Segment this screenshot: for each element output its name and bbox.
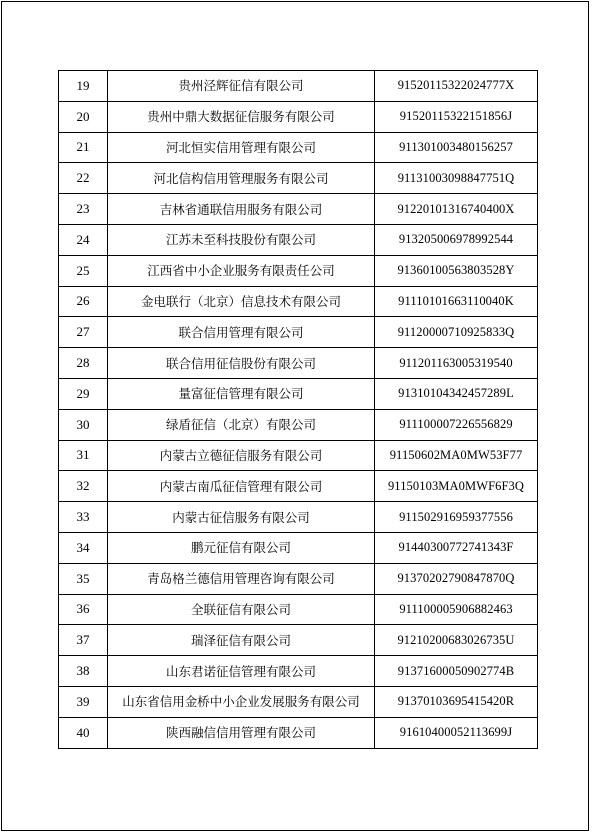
company-name-cell: 绿盾征信（北京）有限公司 bbox=[108, 409, 375, 440]
credit-code-cell: 91131003098847751Q bbox=[375, 163, 538, 194]
row-number-cell: 28 bbox=[59, 348, 108, 379]
company-name-cell: 瑞泽征信有限公司 bbox=[108, 625, 375, 656]
company-name-cell: 金电联行（北京）信息技术有限公司 bbox=[108, 286, 375, 317]
credit-code-cell: 91440300772741343F bbox=[375, 532, 538, 563]
table-row bbox=[59, 471, 538, 502]
row-number-cell: 25 bbox=[59, 255, 108, 286]
row-number-cell: 21 bbox=[59, 132, 108, 163]
table-row bbox=[59, 286, 538, 317]
company-name-cell: 联合信用征信股份有限公司 bbox=[108, 348, 375, 379]
company-name-cell: 联合信用管理有限公司 bbox=[108, 317, 375, 348]
row-number-cell: 24 bbox=[59, 224, 108, 255]
credit-agency-table bbox=[58, 70, 538, 749]
company-name-cell: 青岛格兰德信用管理咨询有限公司 bbox=[108, 563, 375, 594]
credit-code-cell: 91370202790847870Q bbox=[375, 563, 538, 594]
row-number-cell: 22 bbox=[59, 163, 108, 194]
table-row bbox=[59, 594, 538, 625]
row-number-cell: 31 bbox=[59, 440, 108, 471]
table-row bbox=[59, 163, 538, 194]
credit-code-cell: 911100007226556829 bbox=[375, 409, 538, 440]
row-number-cell: 26 bbox=[59, 286, 108, 317]
row-number-cell: 30 bbox=[59, 409, 108, 440]
company-name-cell: 山东省信用金桥中小企业发展服务有限公司 bbox=[108, 686, 375, 717]
credit-code-cell: 91520115322151856J bbox=[375, 101, 538, 132]
table-row bbox=[59, 348, 538, 379]
company-name-cell: 内蒙古南瓜征信管理有限公司 bbox=[108, 471, 375, 502]
row-number-cell: 29 bbox=[59, 378, 108, 409]
row-number-cell: 37 bbox=[59, 625, 108, 656]
table-row bbox=[59, 656, 538, 687]
table-row bbox=[59, 686, 538, 717]
credit-code-cell: 911502916959377556 bbox=[375, 502, 538, 533]
company-name-cell: 鹏元征信有限公司 bbox=[108, 532, 375, 563]
table-row bbox=[59, 101, 538, 132]
company-name-cell: 内蒙古征信服务有限公司 bbox=[108, 502, 375, 533]
credit-code-cell: 91150602MA0MW53F77 bbox=[375, 440, 538, 471]
row-number-cell: 27 bbox=[59, 317, 108, 348]
company-name-cell: 贵州中鼎大数据征信服务有限公司 bbox=[108, 101, 375, 132]
credit-code-cell: 911100005906882463 bbox=[375, 594, 538, 625]
table-row bbox=[59, 717, 538, 748]
credit-code-cell: 91370103695415420R bbox=[375, 686, 538, 717]
credit-code-cell: 91360100563803528Y bbox=[375, 255, 538, 286]
table-row bbox=[59, 224, 538, 255]
credit-code-cell: 91110101663110040K bbox=[375, 286, 538, 317]
company-name-cell: 吉林省通联信用服务有限公司 bbox=[108, 194, 375, 225]
table-row bbox=[59, 378, 538, 409]
credit-code-cell: 911201163005319540 bbox=[375, 348, 538, 379]
row-number-cell: 34 bbox=[59, 532, 108, 563]
row-number-cell: 36 bbox=[59, 594, 108, 625]
table-row bbox=[59, 502, 538, 533]
table-row bbox=[59, 409, 538, 440]
credit-code-cell: 91371600050902774B bbox=[375, 656, 538, 687]
table-row bbox=[59, 255, 538, 286]
table-row bbox=[59, 71, 538, 102]
company-name-cell: 山东君诺征信管理有限公司 bbox=[108, 656, 375, 687]
table-row bbox=[59, 132, 538, 163]
row-number-cell: 38 bbox=[59, 656, 108, 687]
credit-code-cell: 911301003480156257 bbox=[375, 132, 538, 163]
row-number-cell: 35 bbox=[59, 563, 108, 594]
credit-code-cell: 91610400052113699J bbox=[375, 717, 538, 748]
table-row bbox=[59, 317, 538, 348]
company-name-cell: 量富征信管理有限公司 bbox=[108, 378, 375, 409]
table-row bbox=[59, 563, 538, 594]
company-name-cell: 贵州泾辉征信有限公司 bbox=[108, 71, 375, 102]
table-body bbox=[59, 71, 538, 749]
row-number-cell: 33 bbox=[59, 502, 108, 533]
row-number-cell: 23 bbox=[59, 194, 108, 225]
credit-code-cell: 91310104342457289L bbox=[375, 378, 538, 409]
company-name-cell: 内蒙古立德征信服务有限公司 bbox=[108, 440, 375, 471]
table-row bbox=[59, 194, 538, 225]
row-number-cell: 20 bbox=[59, 101, 108, 132]
credit-code-cell: 91520115322024777X bbox=[375, 71, 538, 102]
company-name-cell: 河北恒实信用管理有限公司 bbox=[108, 132, 375, 163]
credit-code-cell: 91220101316740400X bbox=[375, 194, 538, 225]
credit-code-cell: 91210200683026735U bbox=[375, 625, 538, 656]
row-number-cell: 39 bbox=[59, 686, 108, 717]
row-number-cell: 40 bbox=[59, 717, 108, 748]
credit-code-cell: 91150103MA0MWF6F3Q bbox=[375, 471, 538, 502]
table-row bbox=[59, 625, 538, 656]
company-name-cell: 江苏未至科技股份有限公司 bbox=[108, 224, 375, 255]
table-row bbox=[59, 532, 538, 563]
row-number-cell: 19 bbox=[59, 71, 108, 102]
credit-code-cell: 91120000710925833Q bbox=[375, 317, 538, 348]
company-name-cell: 全联征信有限公司 bbox=[108, 594, 375, 625]
credit-code-cell: 913205006978992544 bbox=[375, 224, 538, 255]
table-row bbox=[59, 440, 538, 471]
row-number-cell: 32 bbox=[59, 471, 108, 502]
company-name-cell: 陕西融信信用管理有限公司 bbox=[108, 717, 375, 748]
company-name-cell: 江西省中小企业服务有限责任公司 bbox=[108, 255, 375, 286]
company-name-cell: 河北信构信用管理服务有限公司 bbox=[108, 163, 375, 194]
